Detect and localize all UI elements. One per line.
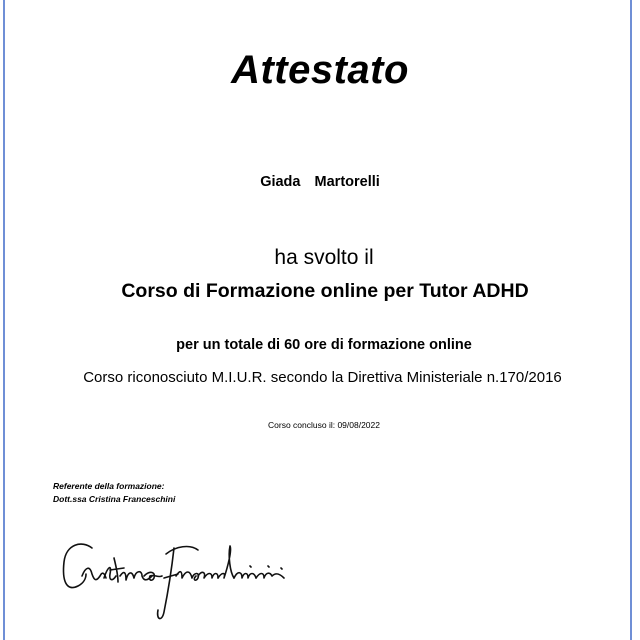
referent-name: Dott.ssa Cristina Franceschini	[53, 493, 176, 504]
recognition-text: Corso riconosciuto M.I.U.R. secondo la Direttiva Ministeriale n.170/2016	[83, 369, 562, 386]
hours-text: per un totale di 60 ore di formazione online	[176, 337, 472, 353]
recipient-name: Giada Martorelli	[260, 174, 380, 190]
handwritten-signature	[52, 536, 302, 626]
referent-label: Referente della formazione:	[53, 481, 165, 491]
certificate-title: Attestato	[231, 48, 409, 92]
referent-block	[53, 480, 175, 505]
course-name: Corso di Formazione online per Tutor ADHD	[121, 280, 529, 302]
statement-text: ha svolto il	[274, 246, 374, 269]
completion-date: Corso concluso il: 09/08/2022	[268, 420, 380, 430]
